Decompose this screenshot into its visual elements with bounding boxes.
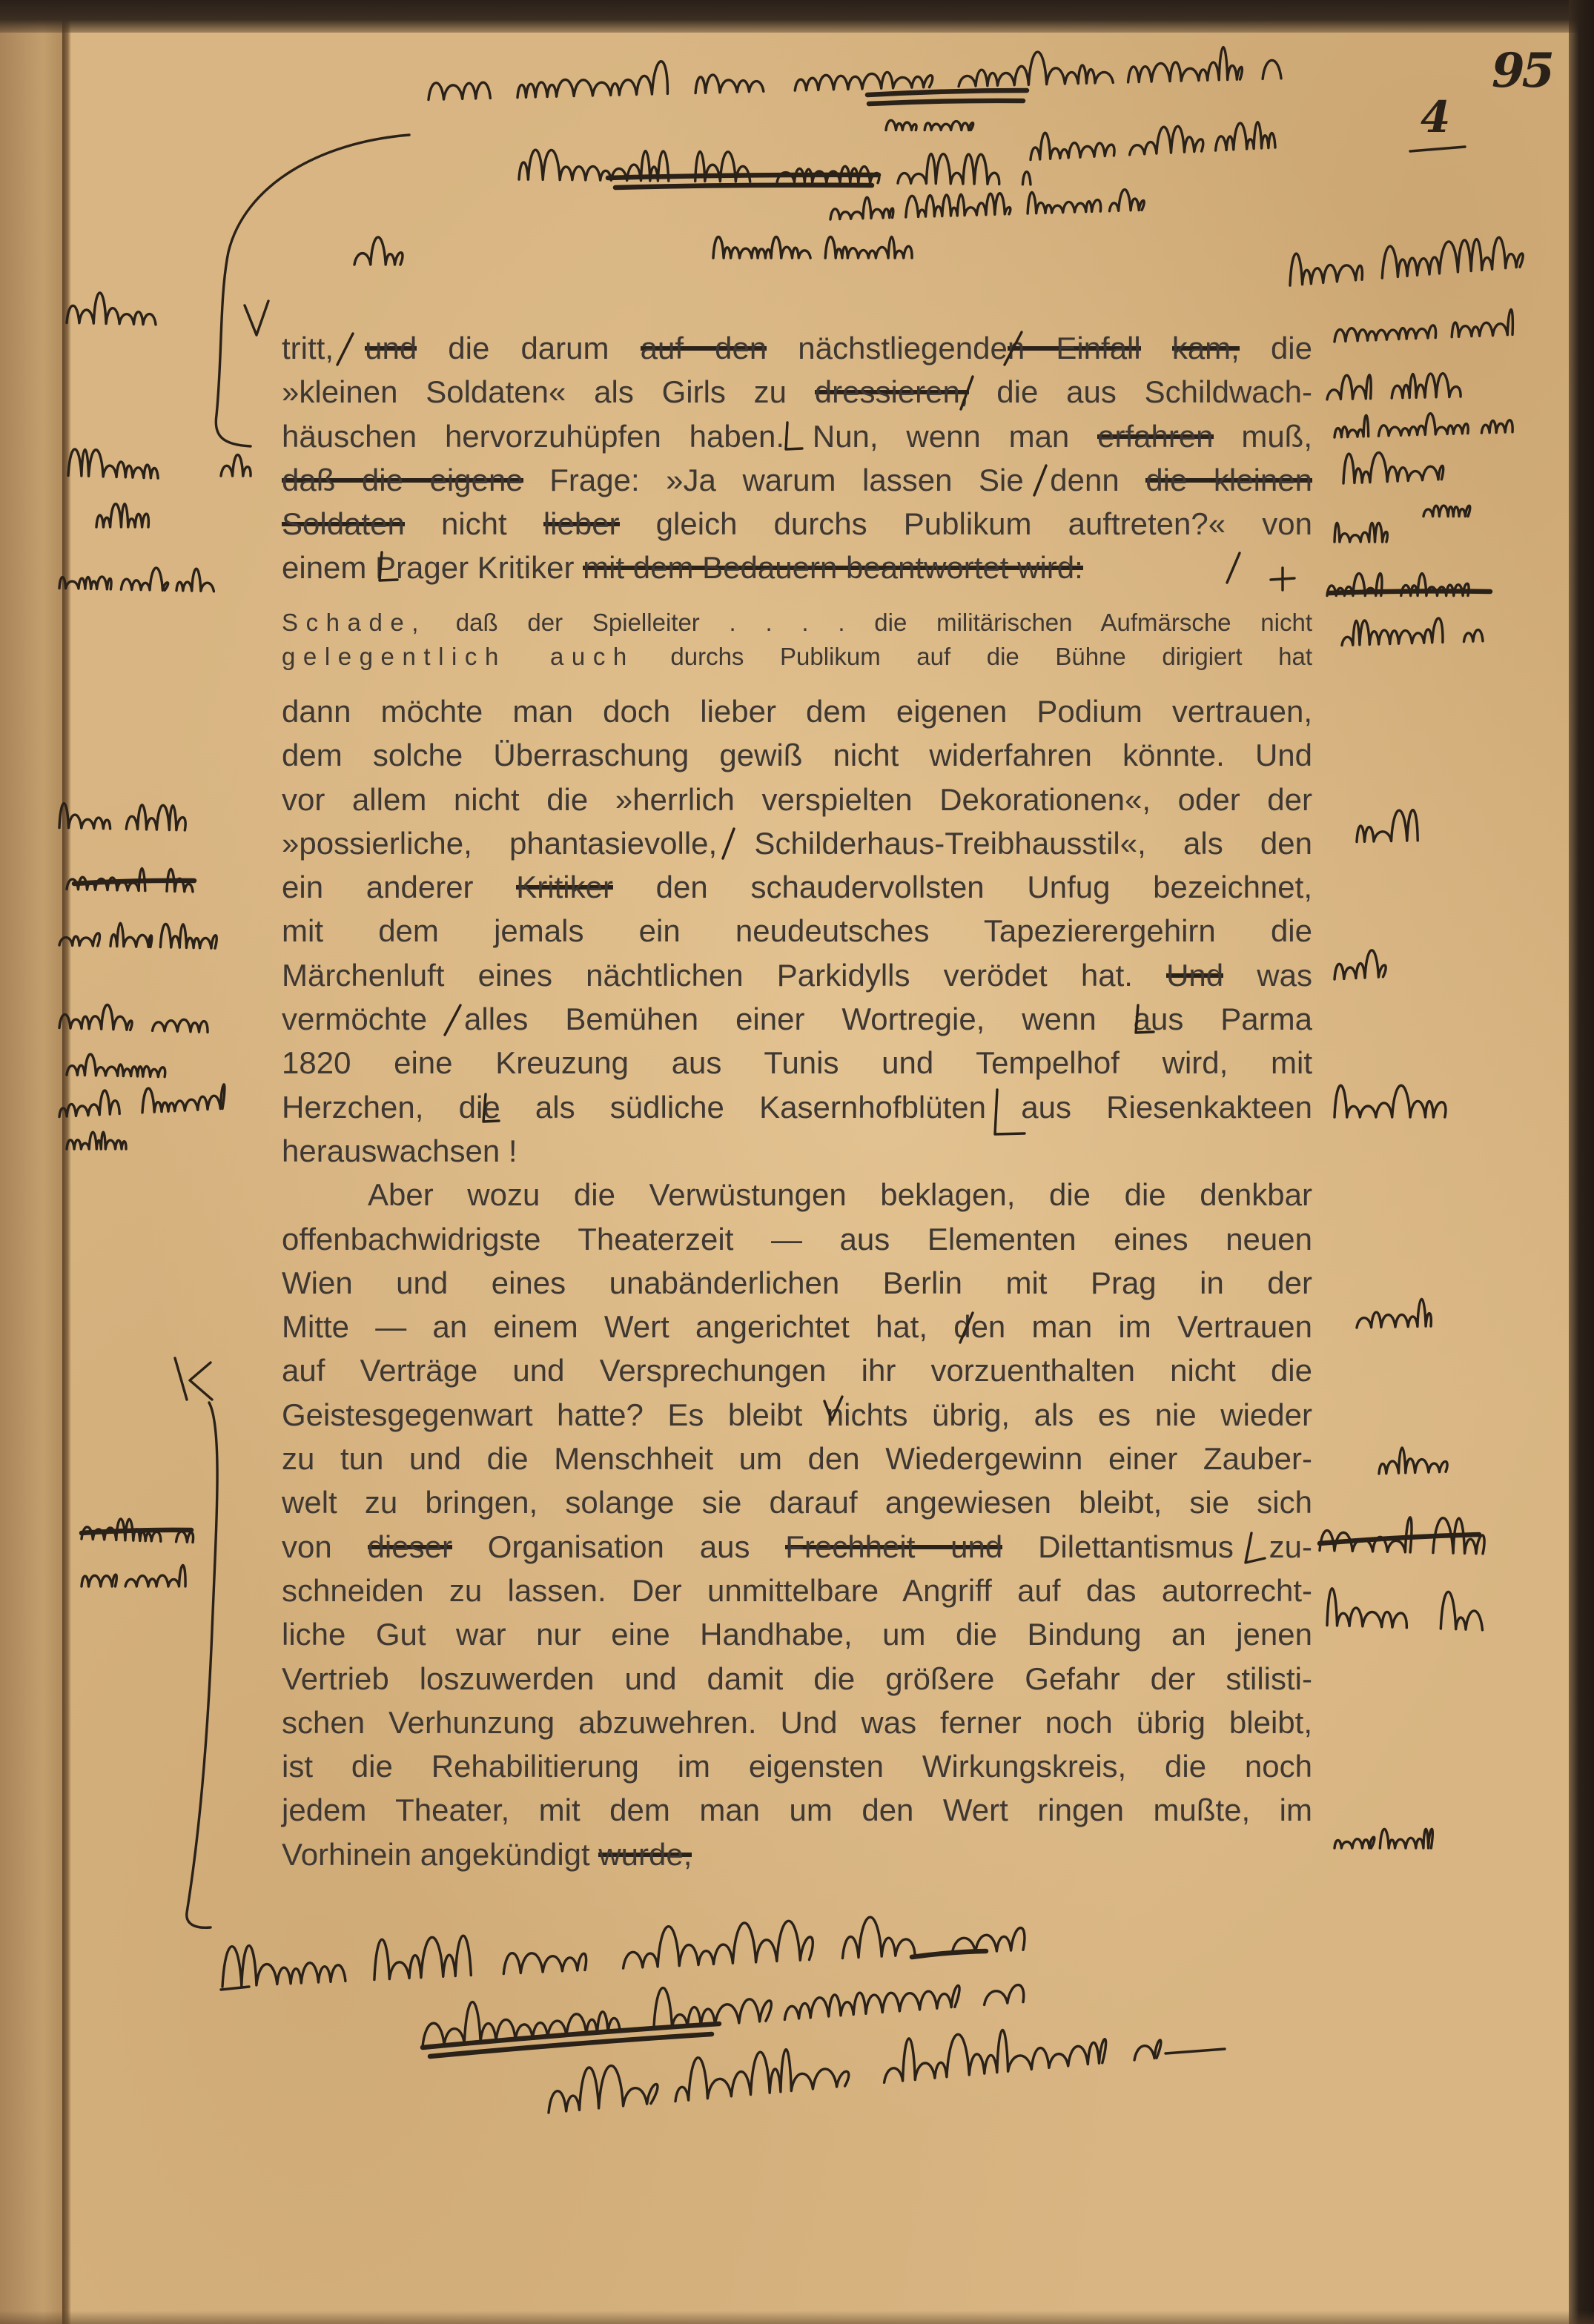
letterspaced-text: gelegentlich auch	[282, 643, 635, 670]
letterspaced-text: Schade,	[282, 609, 427, 636]
handwritten-right-note	[1423, 506, 1470, 516]
dash-mark	[1165, 2049, 1225, 2053]
text-segment: liche Gut war nur eine Handhabe, um die Bindung an jenen	[282, 1617, 1312, 1652]
text-segment: Vorhinein angekündigt	[282, 1836, 599, 1872]
struck-text: lieber	[543, 506, 620, 542]
handwritten-left-note	[59, 923, 216, 948]
text-segment: herauswachsen !	[282, 1133, 517, 1168]
text-segment: schneiden zu lassen. Der unmittelbare Angriff auf das autorrecht-	[282, 1572, 1312, 1608]
handwritten-notes	[59, 47, 1523, 2113]
struck-text: Frechheit und	[785, 1529, 1003, 1564]
handwritten-top-note-2-insert	[1031, 122, 1275, 160]
text-segment: mit dem jemals ein neudeutsches Tapezierergehirn die	[282, 913, 1312, 949]
text-segment: offenbachwidrigste Theaterzeit — aus Elementen eines neuen	[282, 1221, 1312, 1257]
handwritten-right-note	[1335, 414, 1512, 437]
handwritten-right-note	[1357, 1299, 1431, 1328]
handwritten-right-note	[1290, 237, 1523, 285]
text-segment: von	[282, 1529, 368, 1564]
text-segment: 1820 eine Kreuzung aus Tunis und Tempelhof wird, mit	[282, 1045, 1312, 1081]
handwritten-left-note	[67, 1054, 165, 1077]
text-segment: Vertrieb loszuwerden und damit die größere Gefahr der stilisti-	[282, 1661, 1312, 1696]
text-segment: Dilettantismus zu-	[1002, 1529, 1313, 1564]
handwritten-top-note-2	[519, 150, 1031, 185]
handwritten-top-note-1	[429, 47, 1281, 100]
handwritten-bottom-note-1	[222, 1917, 1025, 1987]
text-segment: nicht	[404, 506, 543, 542]
insertion-mark	[786, 423, 802, 449]
struck-text: dressieren,	[814, 374, 969, 410]
handwritten-top-note-3	[713, 237, 912, 259]
insertion-slash	[337, 334, 353, 365]
handwritten-left-note	[67, 1132, 126, 1149]
text-segment: daß der Spielleiter . . . . die militärischen Aufmärsche nicht	[426, 609, 1312, 636]
handwritten-right-note	[1335, 1829, 1432, 1848]
text-segment: ist die Rehabilitierung im eigensten Wirkungskreis, die noch	[282, 1749, 1312, 1784]
handwritten-left-note	[68, 449, 158, 478]
plus-mark	[1271, 568, 1294, 590]
text-segment: die	[1239, 331, 1312, 365]
handwritten-right-note	[1327, 1589, 1483, 1630]
handwritten-top-note-2-line	[830, 190, 1144, 219]
handwritten-right-note	[1335, 309, 1512, 342]
handwritten-strike	[867, 90, 1027, 95]
handwritten-left-note	[221, 455, 251, 477]
margin-v-mark	[245, 301, 268, 335]
text-segment: Frage: »Ja warum lassen Sie denn	[523, 462, 1146, 497]
handwritten-left-note	[59, 568, 214, 592]
text-segment: vermöchte alles Bemühen einer Wortregie, wenn aus Parma	[282, 1002, 1312, 1037]
handwritten-left-note	[96, 504, 148, 527]
text-segment: »kleinen Soldaten« als Girls zu	[282, 374, 815, 410]
text-segment: muß,	[1213, 418, 1312, 454]
struck-text: n Einfall	[1007, 331, 1141, 365]
handwritten-bottom-note-3	[549, 2030, 1161, 2113]
handwritten-page-number: 95	[1492, 43, 1552, 99]
text-segment: welt zu bringen, solange sie darauf angewiesen bleibt, sie sich	[282, 1485, 1312, 1520]
text-segment: den schaudervollsten Unfug bezeichnet,	[612, 870, 1312, 905]
handwritten-margin-note-hj	[354, 237, 403, 265]
insertion-mark	[483, 1094, 499, 1122]
insertion-slash	[1005, 332, 1022, 365]
handwritten-strike	[912, 1951, 986, 1957]
margin-bracket-left	[187, 1403, 217, 1927]
struck-text: Und	[1166, 957, 1224, 993]
text-segment: »possierliche, phantasievolle, Schilderhaus-Treibhausstil«, als den	[282, 825, 1312, 861]
struck-text: die kleinen	[1145, 462, 1312, 497]
margin-k-mark	[175, 1358, 212, 1400]
insertion-slash	[961, 377, 973, 409]
text-segment: häuschen hervorzuhüpfen haben. Nun, wenn man	[282, 418, 1098, 454]
text-segment: Geistesgegenwart hatte? Es bleibt nichts übrig, als es nie wieder	[282, 1397, 1312, 1432]
handwritten-left-note	[59, 1004, 208, 1032]
text-segment: was	[1223, 957, 1312, 993]
text-segment: schen Verhunzung abzuwehren. Und was ferner noch übrig bleibt,	[282, 1704, 1312, 1740]
handwritten-margin-number: 4	[1421, 92, 1451, 142]
handwritten-right-note	[1379, 1448, 1447, 1474]
struck-text: kam,	[1171, 331, 1240, 365]
text-segment: vor allem nicht die »herrlich verspielten Dekorationen«, oder der	[282, 781, 1312, 817]
handwritten-right-note	[1343, 453, 1443, 483]
text-segment: Aber wozu die Verwüstungen beklagen, die die denkbar	[368, 1177, 1312, 1213]
dash-mark	[221, 1987, 249, 1990]
text-segment: gleich durchs Publikum auftreten?« von	[619, 506, 1312, 542]
text-segment: Herzchen, die als südliche Kasernhofblüten aus Riesenkakteen	[282, 1089, 1312, 1125]
insertion-slash	[445, 1005, 460, 1035]
handwritten-left-note	[82, 1566, 185, 1587]
handwritten-left-note	[67, 293, 156, 325]
handwritten-right-note	[1357, 810, 1418, 842]
struck-text: und	[365, 331, 417, 365]
text-segment: durchs Publikum auf die Bühne dirigiert hat	[634, 643, 1312, 670]
text-segment: zu tun und die Menschheit um den Wiedergewinn einer Zauber-	[282, 1441, 1312, 1477]
handwritten-strike	[82, 1530, 191, 1533]
handwritten-right-note	[1335, 1085, 1446, 1117]
insertion-mark	[1136, 1005, 1154, 1033]
handwritten-left-note	[59, 804, 185, 830]
insertion-mark	[1246, 1533, 1265, 1563]
handwritten-right-note	[1335, 950, 1386, 979]
handwritten-strike	[869, 101, 1023, 104]
insertion-mark	[995, 1090, 1025, 1134]
struck-text: dieser	[367, 1529, 452, 1564]
text-segment: Märchenluft eines nächtlichen Parkidylls verödet hat.	[282, 957, 1167, 993]
text-segment: dem solche Überraschung gewiß nicht widerfahren könnte. Und	[282, 738, 1312, 773]
text-segment: Mitte — an einem Wert angerichtet hat, den man im Vertrauen	[282, 1309, 1312, 1345]
text-segment: Wien und eines unabänderlichen Berlin mit Prag in der	[282, 1265, 1312, 1300]
text-segment: jedem Theater, mit dem man um den Wert ringen mußte, im	[282, 1792, 1312, 1828]
handwritten-strike	[1329, 591, 1490, 593]
handwritten-left-note	[59, 1085, 225, 1117]
struck-text: Kritiker	[516, 870, 613, 905]
insertion-slash	[1227, 553, 1240, 583]
text-segment: Organisation aus	[452, 1529, 786, 1564]
insertion-slash	[723, 829, 734, 858]
text-segment: einem Prager Kritiker	[282, 550, 583, 586]
struck-text: erfahren	[1097, 418, 1214, 454]
text-segment: die darum	[417, 331, 641, 365]
text-segment: tritt,	[282, 331, 366, 365]
text-segment: auf Verträge und Versprechungen ihr vorzuenthalten nicht die	[282, 1353, 1312, 1388]
handwritten-strikes	[74, 90, 1490, 2056]
handwritten-right-note	[1335, 523, 1387, 542]
handwritten-top-note-1-insert	[886, 120, 973, 130]
struck-text: auf den	[640, 331, 767, 365]
insertion-slash	[960, 1313, 973, 1343]
text-segment: ein anderer	[282, 870, 517, 905]
struck-text: wurde,	[598, 1836, 692, 1872]
handwritten-strike	[615, 185, 872, 188]
insertion-mark	[380, 552, 397, 580]
text-segment: nächstliegende	[767, 331, 1008, 365]
handwritten-right-note	[1327, 374, 1461, 400]
text-segment: die aus Schildwach-	[968, 374, 1313, 410]
insertion-slash	[1034, 466, 1046, 495]
struck-text: mit dem Bedauern beantwortet wird:	[583, 550, 1083, 586]
handwritten-right-note	[1342, 618, 1483, 646]
number-underline	[1410, 147, 1465, 151]
handwritten-marks	[175, 135, 1465, 2053]
struck-text: daß die eigene	[282, 462, 523, 497]
insertion-v-mark	[824, 1397, 842, 1420]
struck-text: Soldaten	[282, 506, 405, 542]
text-segment: dann möchte man doch lieber dem eigenen Podium vertrauen,	[282, 694, 1312, 729]
margin-bracket-top	[216, 135, 409, 446]
